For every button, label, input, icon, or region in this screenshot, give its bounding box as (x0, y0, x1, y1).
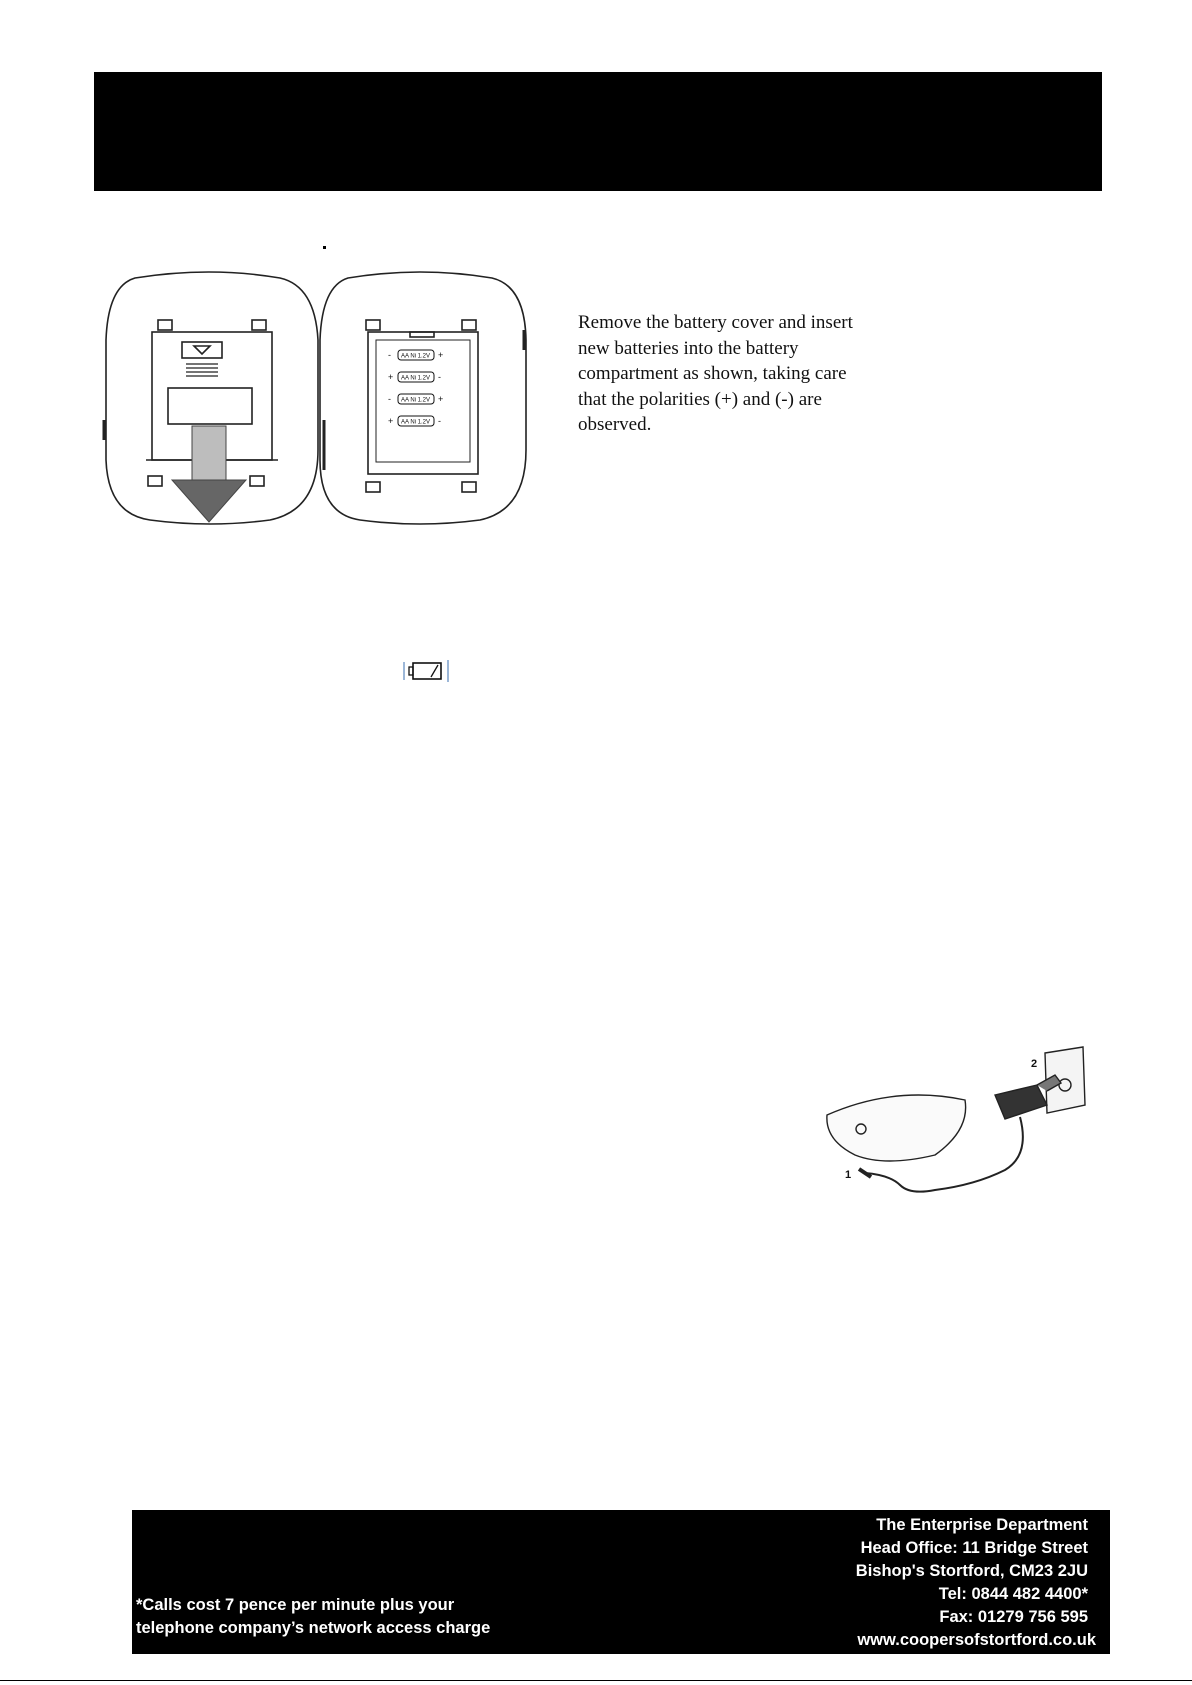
instruction-line: observed. (578, 414, 652, 435)
svg-text:-: - (438, 416, 441, 426)
svg-text:+: + (388, 416, 394, 426)
svg-text:+: + (438, 394, 444, 404)
battery-label-4: AA Ni 1.2V (401, 419, 431, 426)
decorative-dot (323, 246, 326, 249)
step-2-label: 2 (1031, 1058, 1038, 1070)
svg-text:-: - (388, 350, 391, 360)
battery-label-3: AA Ni 1.2V (401, 397, 431, 404)
instruction-line: compartment as shown, taking care (578, 363, 847, 384)
note-line-2: telephone company’s network access charge (136, 1619, 491, 1637)
office-address: Head Office: 11 Bridge Street (860, 1539, 1088, 1557)
battery-cell-1 (388, 350, 443, 360)
calls-cost-note (136, 1594, 490, 1640)
power-adapter (995, 1085, 1047, 1119)
contact-details (855, 1514, 1096, 1652)
instruction-line: that the polarities (+) and (-) are (578, 388, 822, 410)
battery-compartment-illustration (100, 270, 530, 530)
step-1-label: 1 (845, 1169, 852, 1181)
instruction-line: Remove the battery cover and insert (578, 312, 853, 333)
battery-cell-3 (388, 394, 443, 404)
telephone-number: Tel: 0844 482 4400* (938, 1585, 1088, 1603)
bottom-rule (0, 1680, 1192, 1681)
svg-text:-: - (388, 394, 391, 404)
battery-cell-4 (388, 416, 441, 426)
note-line-1: *Calls cost 7 pence per minute plus your (136, 1596, 455, 1614)
footer-bar (132, 1510, 1110, 1654)
charger-connection-illustration (815, 1045, 1100, 1205)
svg-text:-: - (438, 372, 441, 382)
slide-down-arrow (172, 426, 246, 522)
department-name: The Enterprise Department (876, 1516, 1088, 1534)
svg-text:+: + (438, 350, 444, 360)
base-unit (827, 1095, 966, 1161)
low-battery-icon (402, 658, 450, 684)
town-postcode: Bishop's Stortford, CM23 2JU (855, 1562, 1088, 1580)
battery-cell-2 (388, 372, 441, 382)
header-bar (94, 72, 1102, 191)
battery-instruction (578, 310, 898, 438)
instruction-line: new batteries into the battery (578, 337, 799, 359)
svg-text:+: + (388, 372, 394, 382)
battery-label-2: AA Ni 1.2V (401, 375, 431, 382)
fax-number: Fax: 01279 756 595 (939, 1608, 1088, 1626)
battery-label-1: AA Ni 1.2V (401, 353, 431, 360)
website-link[interactable]: www.coopersofstortford.co.uk (857, 1631, 1096, 1649)
